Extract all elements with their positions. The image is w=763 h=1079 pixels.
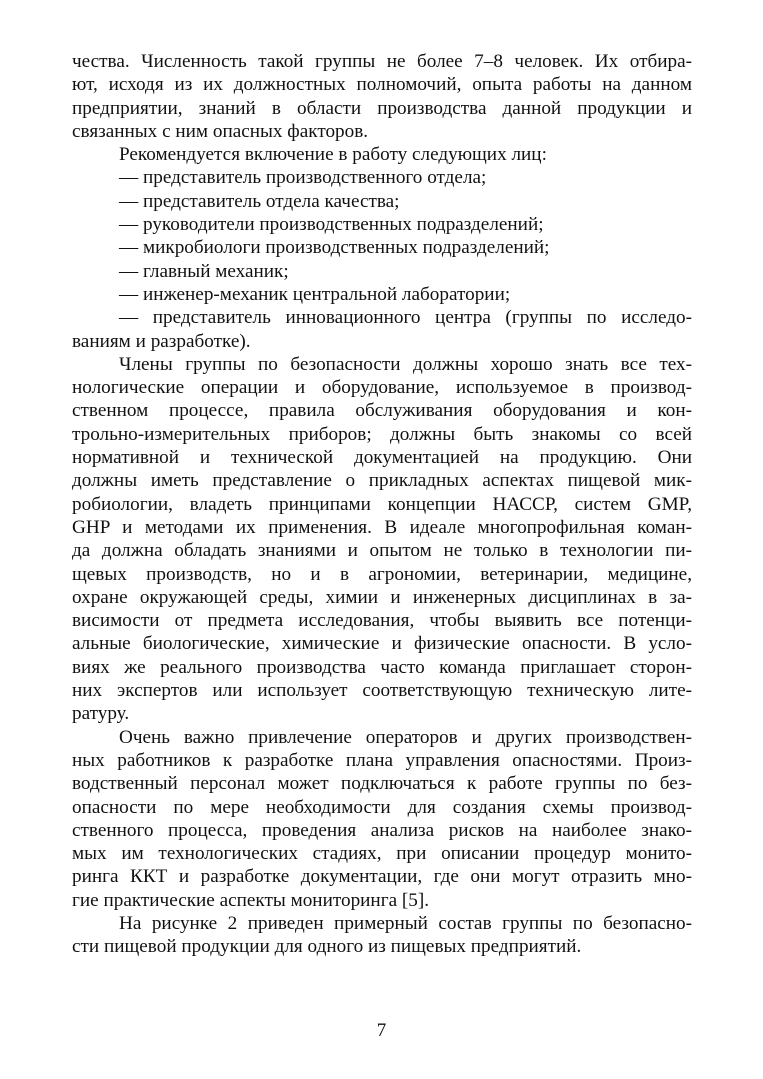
text-line: — микробиологи производственных подразделений; <box>119 237 550 259</box>
text-line: нормативной и технической документацией на продукцию. Они <box>72 447 692 469</box>
text-line: ринга ККТ и разработке документации, где они могут отразить мно- <box>72 866 692 888</box>
text-line: связанных с ним опасных факторов. <box>72 120 369 142</box>
text-line: да должна обладать знаниями и опытом не только в технологии пи- <box>72 540 692 562</box>
text-line: — главный механик; <box>119 260 289 282</box>
text-line: Очень важно привлечение операторов и других производствен- <box>119 726 692 748</box>
paragraph <box>72 190 692 213</box>
paragraph <box>72 306 692 353</box>
text-line: ют, исходя из их должностных полномочий, опыта работы на данном <box>72 74 692 96</box>
text-line: них экспертов или использует соответствующую техническую лите- <box>72 680 692 702</box>
paragraph <box>72 353 692 726</box>
text-line: — представитель инновационного центра (группы по исследо- <box>119 307 692 329</box>
text-line: Члены группы по безопасности должны хорошо знать все тех- <box>119 353 692 375</box>
paragraph <box>72 166 692 189</box>
document-body <box>72 50 692 959</box>
page-number: 7 <box>376 1020 387 1041</box>
text-line: робиологии, владеть принципами концепции НАССР, систем GMP, <box>72 493 692 515</box>
text-line: сти пищевой продукции для одного из пищевых предприятий. <box>72 936 582 958</box>
text-line: чества. Численность такой группы не более 7–8 человек. Их отбира- <box>72 51 692 72</box>
paragraph <box>72 726 692 912</box>
text-line: охране окружающей среды, химии и инженерных дисциплинах в за- <box>72 586 692 608</box>
paragraph <box>72 50 692 143</box>
paragraph <box>72 213 692 236</box>
text-line: опасности по мере необходимости для создания схемы производ- <box>72 796 692 818</box>
paragraph <box>72 236 692 259</box>
text-line: водственный персонал может подключаться к работе группы по без- <box>72 773 692 795</box>
text-line: — представитель отдела качества; <box>119 190 400 212</box>
text-line: должны иметь представление о прикладных аспектах пищевой мик- <box>72 470 692 492</box>
text-line: — руководители производственных подразделений; <box>119 214 544 236</box>
text-line: альные биологические, химические и физические опасности. В усло- <box>72 633 692 655</box>
paragraph <box>72 283 692 306</box>
text-line: щевых производств, но и в агрономии, ветеринарии, медицине, <box>72 563 692 585</box>
text-line: ственном процессе, правила обслуживания оборудования и кон- <box>72 400 692 422</box>
text-line: GHP и методами их применения. В идеале многопрофильная коман- <box>72 516 692 538</box>
text-line: предприятии, знаний в области производства данной продукции и <box>72 97 692 119</box>
text-line: — представитель производственного отдела; <box>119 167 487 189</box>
text-line: — инженер-механик центральной лаборатории; <box>119 283 511 305</box>
paragraph <box>72 260 692 283</box>
text-line: гие практические аспекты мониторинга [5]. <box>72 889 430 911</box>
text-line: ных работников к разработке плана управления опасностями. Произ- <box>72 749 692 771</box>
text-line: мых им технологических стадиях, при описании процедур монито- <box>72 843 692 865</box>
text-line: нологические операции и оборудование, используемое в производ- <box>72 377 692 399</box>
text-line: висимости от предмета исследования, чтобы выявить все потенци- <box>72 610 692 632</box>
text-line: виях же реального производства часто команда приглашает сторон- <box>72 656 692 678</box>
text-line: ственного процесса, проведения анализа рисков на наиболее знако- <box>72 819 692 841</box>
text-line: трольно-измерительных приборов; должны быть знакомы со всей <box>72 423 692 445</box>
text-line: На рисунке 2 приведен примерный состав группы по безопасно- <box>119 912 692 934</box>
paragraph <box>72 912 692 959</box>
text-line: ратуру. <box>72 703 130 725</box>
text-line: Рекомендуется включение в работу следующих лиц: <box>119 144 547 166</box>
text-line: ваниям и разработке). <box>72 330 251 352</box>
paragraph <box>72 143 692 166</box>
